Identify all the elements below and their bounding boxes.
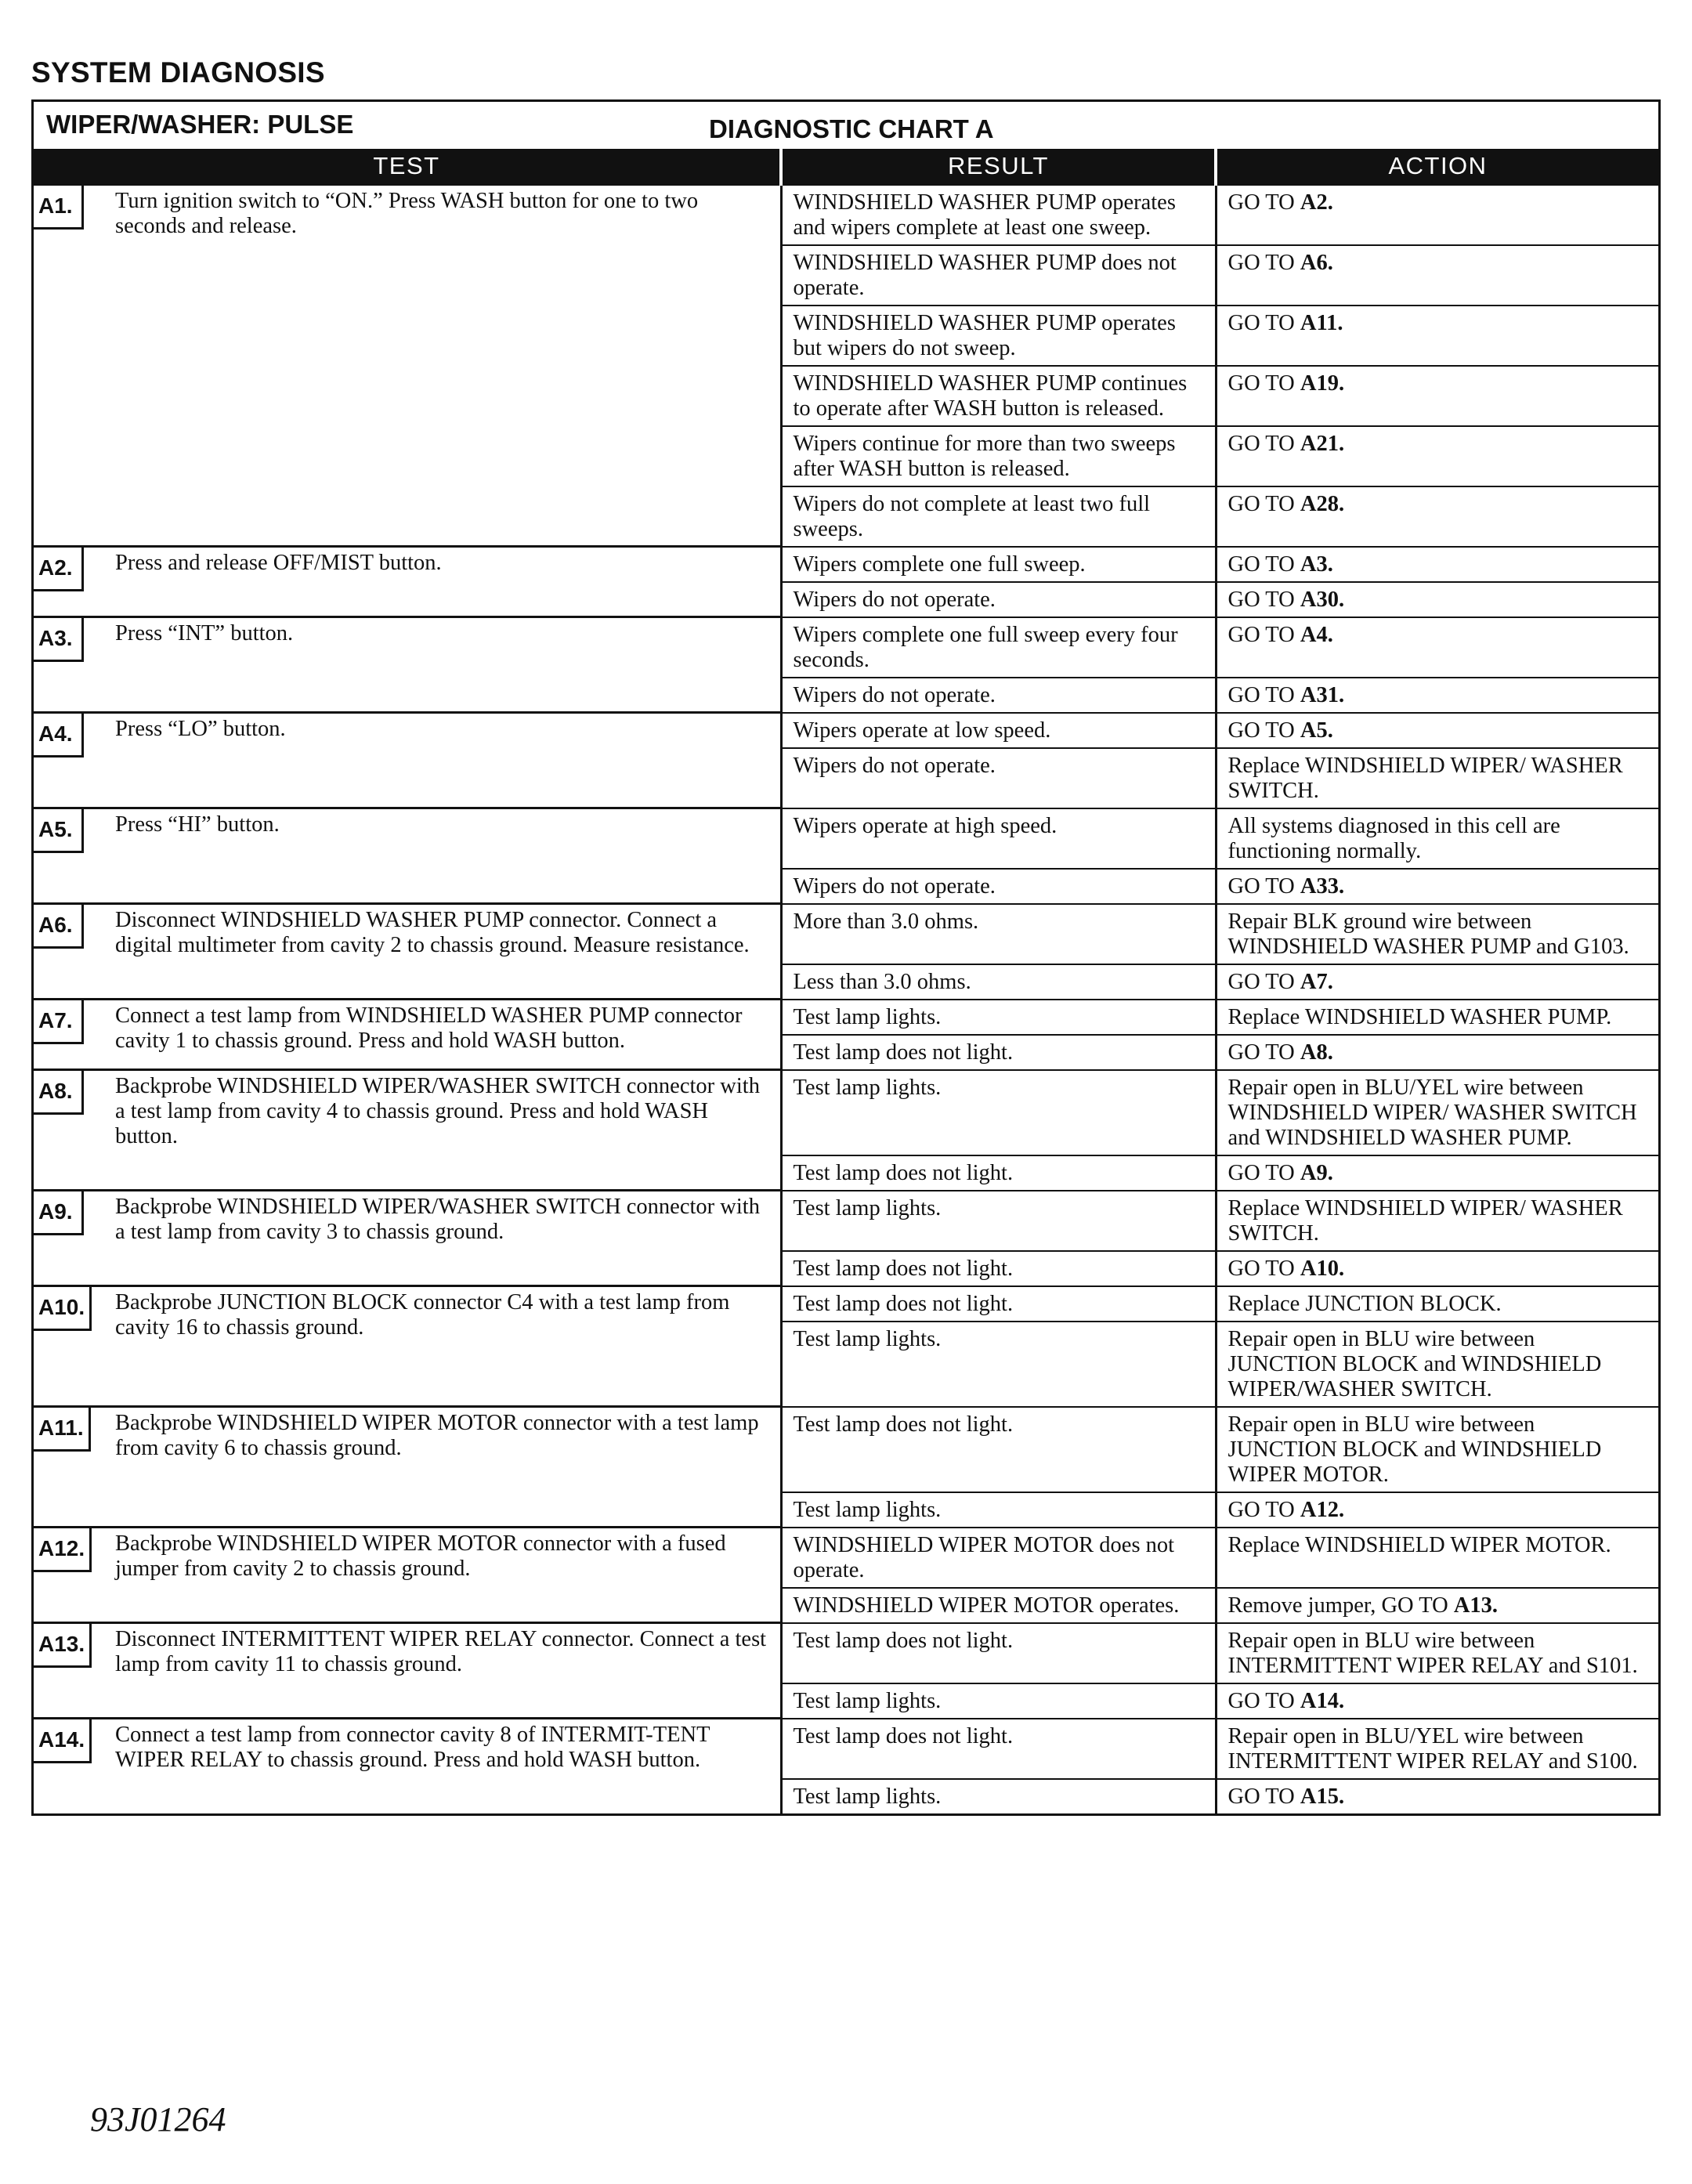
action-text: GO TO [1227, 310, 1300, 335]
action-cell [1216, 366, 1658, 426]
action-cell [1216, 617, 1658, 678]
action-cell [1216, 1719, 1658, 1779]
step-number: A8. [34, 1071, 84, 1115]
test-cell [34, 1528, 781, 1623]
result-cell: Test lamp does not light. [781, 1286, 1216, 1322]
chart-header [34, 102, 1658, 149]
result-cell: Test lamp lights. [781, 1683, 1216, 1719]
action-cell [1216, 426, 1658, 486]
test-cell [34, 617, 781, 713]
test-cell [34, 713, 781, 808]
action-step-reference: A28. [1300, 491, 1345, 516]
action-text: Repair BLK ground wire between WINDSHIELD WASHER PUMP and G103. [1227, 909, 1629, 959]
action-cell [1216, 582, 1658, 617]
step-number: A14. [34, 1719, 92, 1763]
chart-subtitle: WIPER/WASHER: PULSE [46, 110, 354, 139]
action-cell [1216, 1623, 1658, 1683]
action-step-reference: A10. [1300, 1256, 1345, 1281]
result-cell: Wipers do not operate. [781, 582, 1216, 617]
table-row [34, 713, 1658, 748]
action-cell [1216, 1407, 1658, 1492]
action-step-reference: A33. [1300, 873, 1345, 899]
test-cell [34, 1286, 781, 1407]
action-step-reference: A31. [1300, 682, 1345, 707]
action-text: Replace WINDSHIELD WASHER PUMP. [1227, 1004, 1612, 1029]
column-header-test: TEST [34, 149, 781, 185]
result-cell: Wipers do not operate. [781, 748, 1216, 808]
result-cell: Test lamp lights. [781, 1191, 1216, 1251]
figure-id: 93J01264 [90, 2100, 226, 2139]
action-text: GO TO [1227, 190, 1300, 215]
section-title: SYSTEM DIAGNOSIS [31, 56, 325, 89]
step-number: A10. [34, 1287, 92, 1331]
action-cell [1216, 748, 1658, 808]
table-row [34, 1070, 1658, 1155]
step-number: A13. [34, 1624, 92, 1668]
action-cell [1216, 904, 1658, 964]
action-step-reference: A30. [1300, 587, 1345, 612]
action-cell [1216, 713, 1658, 748]
step-number: A11. [34, 1408, 91, 1452]
test-cell [34, 1070, 781, 1191]
table-row [34, 1528, 1658, 1588]
action-cell [1216, 1588, 1658, 1623]
table-row [34, 808, 1658, 869]
result-cell: WINDSHIELD WASHER PUMP does not operate. [781, 245, 1216, 306]
action-step-reference: A3. [1300, 551, 1333, 577]
column-header-result: RESULT [781, 149, 1216, 185]
table-row [34, 904, 1658, 964]
result-cell: Test lamp does not light. [781, 1407, 1216, 1492]
result-cell: WINDSHIELD WIPER MOTOR does not operate. [781, 1528, 1216, 1588]
action-cell [1216, 306, 1658, 366]
action-text: GO TO [1227, 969, 1300, 994]
action-text: GO TO [1227, 682, 1300, 707]
table-row [34, 617, 1658, 678]
action-text: GO TO [1227, 371, 1300, 396]
action-step-reference: A5. [1300, 718, 1333, 743]
action-text: GO TO [1227, 622, 1300, 647]
test-instruction: Backprobe WINDSHIELD WIPER MOTOR connector with a test lamp from cavity 6 to chassis ground. [115, 1411, 759, 1460]
result-cell: Test lamp lights. [781, 1779, 1216, 1813]
action-text: Repair open in BLU/YEL wire between WINDSHIELD WIPER/ WASHER SWITCH and WINDSHIELD WASHER PUMP. [1227, 1075, 1637, 1150]
action-cell [1216, 1322, 1658, 1407]
action-text: Replace JUNCTION BLOCK. [1227, 1291, 1502, 1316]
action-cell [1216, 245, 1658, 306]
result-cell: Test lamp lights. [781, 1070, 1216, 1155]
table-row [34, 1719, 1658, 1779]
test-instruction: Disconnect WINDSHIELD WASHER PUMP connector. Connect a digital multimeter from cavity 2 to chassis ground. Measure resistance. [115, 908, 750, 957]
table-row [34, 1191, 1658, 1251]
action-text: Replace WINDSHIELD WIPER/ WASHER SWITCH. [1227, 753, 1623, 803]
table-row [34, 1623, 1658, 1683]
action-step-reference: A6. [1300, 250, 1333, 275]
action-text: GO TO [1227, 491, 1300, 516]
test-instruction: Connect a test lamp from connector cavity 8 of INTERMIT-TENT WIPER RELAY to chassis ground. Press and hold WASH button. [115, 1723, 710, 1772]
table-row [34, 185, 1658, 245]
action-cell [1216, 808, 1658, 869]
action-text: Replace WINDSHIELD WIPER/ WASHER SWITCH. [1227, 1195, 1623, 1246]
result-cell: Test lamp does not light. [781, 1251, 1216, 1286]
action-step-reference: A15. [1300, 1784, 1345, 1809]
test-instruction: Backprobe JUNCTION BLOCK connector C4 with a test lamp from cavity 16 to chassis ground. [115, 1290, 730, 1340]
test-instruction: Backprobe WINDSHIELD WIPER MOTOR connector with a fused jumper from cavity 2 to chassis ground. [115, 1531, 726, 1581]
step-number: A6. [34, 905, 84, 949]
test-instruction: Turn ignition switch to “ON.” Press WASH button for one to two seconds and release. [115, 189, 699, 238]
step-number: A1. [34, 186, 84, 230]
action-text: Repair open in BLU/YEL wire between INTERMITTENT WIPER RELAY and S100. [1227, 1723, 1638, 1774]
result-cell: Test lamp does not light. [781, 1623, 1216, 1683]
action-cell [1216, 964, 1658, 1000]
action-step-reference: A7. [1300, 969, 1333, 994]
result-cell: More than 3.0 ohms. [781, 904, 1216, 964]
action-cell [1216, 1191, 1658, 1251]
result-cell: WINDSHIELD WIPER MOTOR operates. [781, 1588, 1216, 1623]
test-instruction: Press “HI” button. [115, 812, 280, 837]
table-row [34, 1000, 1658, 1035]
result-cell: Test lamp lights. [781, 1322, 1216, 1407]
action-text: GO TO [1227, 1688, 1300, 1713]
step-number: A7. [34, 1000, 84, 1044]
test-instruction: Backprobe WINDSHIELD WIPER/WASHER SWITCH connector with a test lamp from cavity 4 to chassis ground. Press and hold WASH button. [115, 1074, 760, 1148]
action-cell [1216, 1779, 1658, 1813]
action-text: Remove jumper, GO TO [1227, 1593, 1454, 1618]
action-text: Repair open in BLU wire between INTERMITTENT WIPER RELAY and S101. [1227, 1628, 1638, 1678]
action-cell [1216, 1528, 1658, 1588]
test-instruction: Press and release OFF/MIST button. [115, 551, 442, 575]
action-text: GO TO [1227, 250, 1300, 275]
result-cell: Test lamp does not light. [781, 1719, 1216, 1779]
action-text: GO TO [1227, 1040, 1300, 1065]
test-instruction: Connect a test lamp from WINDSHIELD WASHER PUMP connector cavity 1 to chassis ground. Press and hold WASH button. [115, 1003, 743, 1053]
action-cell [1216, 869, 1658, 904]
result-cell: WINDSHIELD WASHER PUMP continues to operate after WASH button is released. [781, 366, 1216, 426]
action-step-reference: A13. [1453, 1593, 1499, 1618]
action-text: GO TO [1227, 873, 1300, 899]
action-cell [1216, 185, 1658, 245]
test-cell [34, 1407, 781, 1528]
result-cell: Wipers operate at low speed. [781, 713, 1216, 748]
action-cell [1216, 1035, 1658, 1070]
action-cell [1216, 1286, 1658, 1322]
action-text: GO TO [1227, 431, 1300, 456]
result-cell: Less than 3.0 ohms. [781, 964, 1216, 1000]
action-text: Repair open in BLU wire between JUNCTION BLOCK and WINDSHIELD WIPER MOTOR. [1227, 1412, 1602, 1487]
action-cell [1216, 678, 1658, 713]
result-cell: Test lamp does not light. [781, 1155, 1216, 1191]
result-cell: WINDSHIELD WASHER PUMP operates but wipers do not sweep. [781, 306, 1216, 366]
test-cell [34, 1191, 781, 1286]
action-cell [1216, 486, 1658, 547]
action-text: GO TO [1227, 587, 1300, 612]
action-cell [1216, 547, 1658, 582]
step-number: A4. [34, 714, 84, 758]
action-text: GO TO [1227, 1256, 1300, 1281]
step-number: A2. [34, 548, 84, 591]
result-cell: WINDSHIELD WASHER PUMP operates and wipers complete at least one sweep. [781, 185, 1216, 245]
action-cell [1216, 1000, 1658, 1035]
test-cell [34, 808, 781, 904]
test-instruction: Disconnect INTERMITTENT WIPER RELAY connector. Connect a test lamp from cavity 11 to chassis ground. [115, 1627, 767, 1676]
step-number: A12. [34, 1528, 92, 1572]
test-instruction: Press “INT” button. [115, 621, 294, 645]
result-cell: Test lamp does not light. [781, 1035, 1216, 1070]
table-row [34, 547, 1658, 582]
action-text: GO TO [1227, 1497, 1300, 1522]
result-cell: Test lamp lights. [781, 1492, 1216, 1528]
test-cell [34, 1000, 781, 1070]
table-row [34, 1286, 1658, 1322]
result-cell: Wipers operate at high speed. [781, 808, 1216, 869]
action-cell [1216, 1070, 1658, 1155]
action-cell [1216, 1492, 1658, 1528]
action-text: GO TO [1227, 1160, 1300, 1185]
action-text: GO TO [1227, 551, 1300, 577]
action-step-reference: A14. [1300, 1688, 1345, 1713]
action-step-reference: A2. [1300, 190, 1333, 215]
action-text: Repair open in BLU wire between JUNCTION BLOCK and WINDSHIELD WIPER/WASHER SWITCH. [1227, 1326, 1602, 1401]
action-step-reference: A19. [1300, 371, 1345, 396]
action-step-reference: A21. [1300, 431, 1345, 456]
diagnostic-chart [31, 99, 1661, 1816]
test-cell [34, 185, 781, 547]
action-text: GO TO [1227, 718, 1300, 743]
action-step-reference: A11. [1300, 310, 1343, 335]
result-cell: Wipers continue for more than two sweeps after WASH button is released. [781, 426, 1216, 486]
test-instruction: Press “LO” button. [115, 717, 286, 741]
action-step-reference: A9. [1300, 1160, 1333, 1185]
step-number: A3. [34, 618, 84, 662]
action-step-reference: A8. [1300, 1040, 1333, 1065]
column-header-action: ACTION [1216, 149, 1658, 185]
action-cell [1216, 1251, 1658, 1286]
action-text: GO TO [1227, 1784, 1300, 1809]
action-text: Replace WINDSHIELD WIPER MOTOR. [1227, 1532, 1611, 1557]
test-instruction: Backprobe WINDSHIELD WIPER/WASHER SWITCH connector with a test lamp from cavity 3 to chassis ground. [115, 1195, 760, 1244]
action-cell [1216, 1155, 1658, 1191]
table-header-row [34, 149, 1658, 185]
table-body [34, 185, 1658, 1813]
result-cell: Wipers do not operate. [781, 678, 1216, 713]
result-cell: Wipers do not operate. [781, 869, 1216, 904]
step-number: A9. [34, 1191, 84, 1235]
step-number: A5. [34, 809, 84, 853]
action-step-reference: A12. [1300, 1497, 1345, 1522]
test-cell [34, 904, 781, 1000]
result-cell: Wipers do not complete at least two full sweeps. [781, 486, 1216, 547]
action-text: All systems diagnosed in this cell are functioning normally. [1227, 813, 1560, 863]
result-cell: Wipers complete one full sweep. [781, 547, 1216, 582]
result-cell: Test lamp lights. [781, 1000, 1216, 1035]
action-step-reference: A4. [1300, 622, 1333, 647]
test-cell [34, 1719, 781, 1813]
test-cell [34, 547, 781, 617]
test-cell [34, 1623, 781, 1719]
table-row [34, 1407, 1658, 1492]
result-cell: Wipers complete one full sweep every four seconds. [781, 617, 1216, 678]
chart-name: DIAGNOSTIC CHART A [709, 114, 994, 143]
diagnostic-table [34, 149, 1658, 1813]
action-cell [1216, 1683, 1658, 1719]
